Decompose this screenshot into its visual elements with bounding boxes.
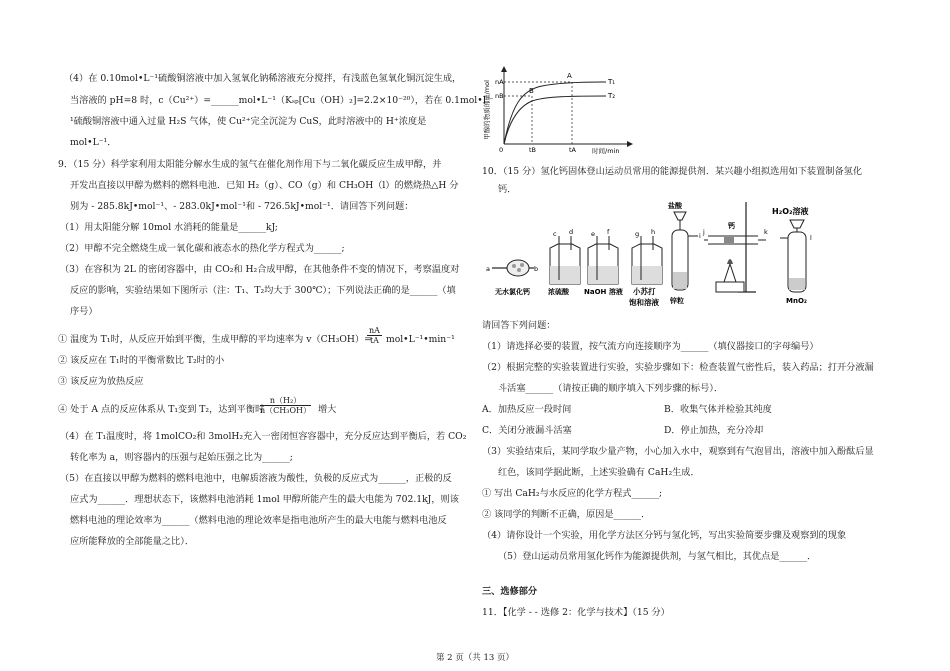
question-9-header: 9．（15 分）科学家利用太阳能分解水生成的氢气在催化剂作用下与二氧化碳反应生成甲醇，并	[58, 159, 442, 170]
text-line: （4）在 T₁温度时，将 1molCO₂和 3molH₂充入一密闭恒容容器中，充分反应达到平衡后，若 CO₂	[60, 431, 467, 442]
calcium-heating-tube	[702, 202, 768, 292]
option-3: ③ 该反应为放热反应	[58, 376, 144, 387]
label-hcl: 盐酸	[668, 202, 682, 210]
methanol-graph	[482, 66, 634, 162]
label-h2o2: H₂O₂溶液	[772, 207, 809, 216]
choice-b: B．收集气体并检验其纯度	[664, 404, 772, 415]
y-axis-label: 甲醇的物质的量/mol	[483, 80, 491, 140]
label-nahco3-1: 小苏打	[633, 287, 656, 296]
text-line: （4）请你设计一个实验，用化学方法区分钙与氢化钙，写出实验简要步骤及观察到的现象	[482, 530, 847, 541]
x-axis-label: 时间/min	[592, 147, 620, 155]
point-a-label: A	[567, 72, 572, 80]
page-number	[0, 652, 950, 664]
label-zn: 锌粒	[670, 297, 684, 305]
fraction-na-ta	[367, 326, 382, 345]
port-i: i	[699, 232, 701, 240]
wash-bottle-nahco3	[629, 228, 662, 307]
text-line: mol•L⁻¹．	[70, 137, 117, 148]
wash-bottle-h2so4	[548, 228, 580, 296]
label-h2so4: 浓硫酸	[548, 288, 569, 296]
origin-label: 0	[499, 146, 504, 154]
drying-tube-cacl2	[486, 260, 538, 296]
text-line: 斗活塞______（请按正确的顺序填入下列步骤的标号）．	[498, 383, 724, 394]
apparatus-diagram	[484, 200, 836, 312]
curve-t2-label: T₂	[608, 92, 616, 100]
port-d: d	[569, 228, 574, 236]
question-11-header: 11．【化学 - - 选修 2：化学与技术】（15 分）	[482, 607, 670, 618]
option-1: ① 温度为 T₁时，从反应开始到平衡，生成甲醇的平均速率为 v（CH₃OH）=	[58, 334, 372, 345]
label-ca: 钙	[728, 222, 735, 230]
curve-t1	[504, 82, 606, 144]
text-line: 应所能释放的全部能量之比）．	[70, 536, 195, 547]
text-line: （4）在 0.10mol•L⁻¹硫酸铜溶液中加入氢氧化钠稀溶液充分搅拌，有浅蓝色氢氧化铜沉淀生成，	[64, 73, 462, 84]
text-line: ¹硫酸铜溶液中通入过量 H₂S 气体，使 Cu²⁺完全沉淀为 CuS，此时溶液中的 H⁺浓度是	[70, 116, 427, 127]
text-line: 钙．	[498, 184, 517, 195]
text-line: （3）实验结束后，某同学取少量产物，小心加入水中，观察到有气泡冒出，溶液中加入酚酞后显	[482, 446, 874, 457]
fraction-numerator: nA	[369, 326, 380, 335]
text-line: 转化率为 a，则容器内的压强与起始压强之比为______;	[70, 452, 293, 463]
label-naoh: NaOH 溶液	[584, 288, 623, 296]
text-line: 当溶液的 pH=8 时，c（Cu²⁺）=______mol•L⁻¹（Kₛₚ[Cu（OH）₂]=2.2×10⁻²⁰），若在 0.1mol•L⁻	[70, 95, 494, 106]
y-tick-nb: nB	[495, 92, 504, 100]
option-4-tail: 增大	[318, 404, 337, 415]
page-number-text: 第 2 页（共 13 页）	[435, 653, 515, 663]
y-tick-na: nA	[495, 78, 504, 86]
text-line: 应式为______．理想状态下，该燃料电池消耗 1mol 甲醇所能产生的最大电能为 702.1kJ，则该	[70, 494, 459, 505]
text-line: 反应的影响，实验结果如下图所示（注：T₁、T₂均大于 300℃）；下列说法正确的是______（填	[70, 285, 456, 296]
port-a: a	[486, 265, 490, 273]
option-2: ② 该反应在 T₁时的平衡常数比 T₂时的小	[58, 355, 225, 366]
x-axis-arrow	[627, 141, 633, 147]
text-line: ① 写出 CaH₂与水反应的化学方程式______;	[482, 488, 663, 499]
port-b: b	[534, 265, 539, 273]
text-line: （2）甲醇不完全燃烧生成一氧化碳和液态水的热化学方程式为______;	[60, 243, 345, 254]
text-line: 别为 - 285.8kJ•mol⁻¹、- 283.0kJ•mol⁻¹和 - 726.5kJ•mol⁻¹．请回答下列问题：	[70, 201, 414, 212]
port-k: k	[764, 228, 768, 236]
fraction-denominator: tA	[369, 336, 379, 345]
text-line: （3）在容积为 2L 的密闭容器中，由 CO₂和 H₂合成甲醇，在其他条件不变的情况下，考察温度对	[60, 264, 460, 275]
label-cacl2: 无水氯化钙	[495, 288, 530, 296]
text-line: （1）用太阳能分解 10mol 水消耗的能量是______kJ;	[60, 222, 278, 233]
question-10-header: 10．（15 分）氢化钙固体登山运动员常用的能源提供剂．某兴趣小组拟选用如下装置制备氢化	[482, 166, 863, 177]
text-line: 序号）	[70, 306, 98, 317]
label-mno2: MnO₂	[786, 297, 807, 305]
fraction-numerator: n（H₂）	[260, 396, 311, 406]
section-title: 三、选修部分	[482, 586, 538, 597]
label-nahco3-2: 饱和溶液	[629, 298, 659, 307]
port-h: h	[651, 228, 656, 236]
choice-c: C．关闭分液漏斗活塞	[482, 425, 572, 436]
text-line: 请回答下列问题：	[482, 320, 556, 331]
port-g: g	[635, 230, 640, 238]
port-f: f	[607, 228, 610, 236]
option-1-unit: mol•L⁻¹•min⁻¹	[386, 334, 455, 345]
option-4: ④ 处于 A 点的反应体系从 T₁变到 T₂，达到平衡时	[58, 404, 265, 415]
x-tick-ta: tA	[569, 146, 576, 154]
x-tick-tb: tB	[529, 146, 537, 154]
text-line: 燃料电池的理论效率为______（燃料电池的理论效率是指电池所产生的最大电能与燃料电池反	[70, 515, 447, 526]
point-b-label: B	[529, 87, 534, 95]
port-j: j	[703, 228, 705, 236]
port-e: e	[591, 230, 595, 238]
wash-bottle-naoh	[584, 228, 623, 296]
text-line: （2）根据完整的实验装置进行实验，实验步骤如下：检查装置气密性后，装入药品；打开分液漏	[482, 362, 874, 373]
curve-t1-label: T₁	[608, 78, 616, 86]
text-line: （5）登山运动员常用氢化钙作为能源提供剂，与氢气相比，其优点是______．	[498, 551, 817, 562]
port-c: c	[553, 230, 557, 238]
text-line: 红色，该同学据此断，上述实验确有 CaH₂生成．	[498, 467, 700, 478]
curve-t2	[504, 96, 606, 144]
text-line: ② 该同学的判断不正确，原因是______．	[482, 509, 651, 520]
text-line: 开发出直接以甲醇为燃料的燃料电池．已知 H₂（g）、CO（g）和 CH₃OH（l）的燃烧热△H 分	[70, 180, 459, 191]
fraction-h2-ch3oh	[260, 396, 311, 415]
choice-a: A．加热反应一段时间	[482, 404, 572, 415]
y-axis-arrow	[501, 66, 507, 72]
choice-d: D．停止加热，充分冷却	[664, 425, 764, 436]
text-line: （1）请选择必要的装置，按气流方向连接顺序为______（填仪器接口的字母编号）	[482, 341, 819, 352]
h2o2-oxygen-generator	[772, 206, 812, 305]
hcl-zinc-generator	[668, 201, 701, 305]
port-l: l	[810, 234, 812, 242]
text-line: （5）在直接以甲醇为燃料的燃料电池中，电解质溶液为酸性，负极的反应式为______，正极的反	[60, 473, 452, 484]
fraction-denominator: n（CH₃OH）	[260, 406, 311, 415]
